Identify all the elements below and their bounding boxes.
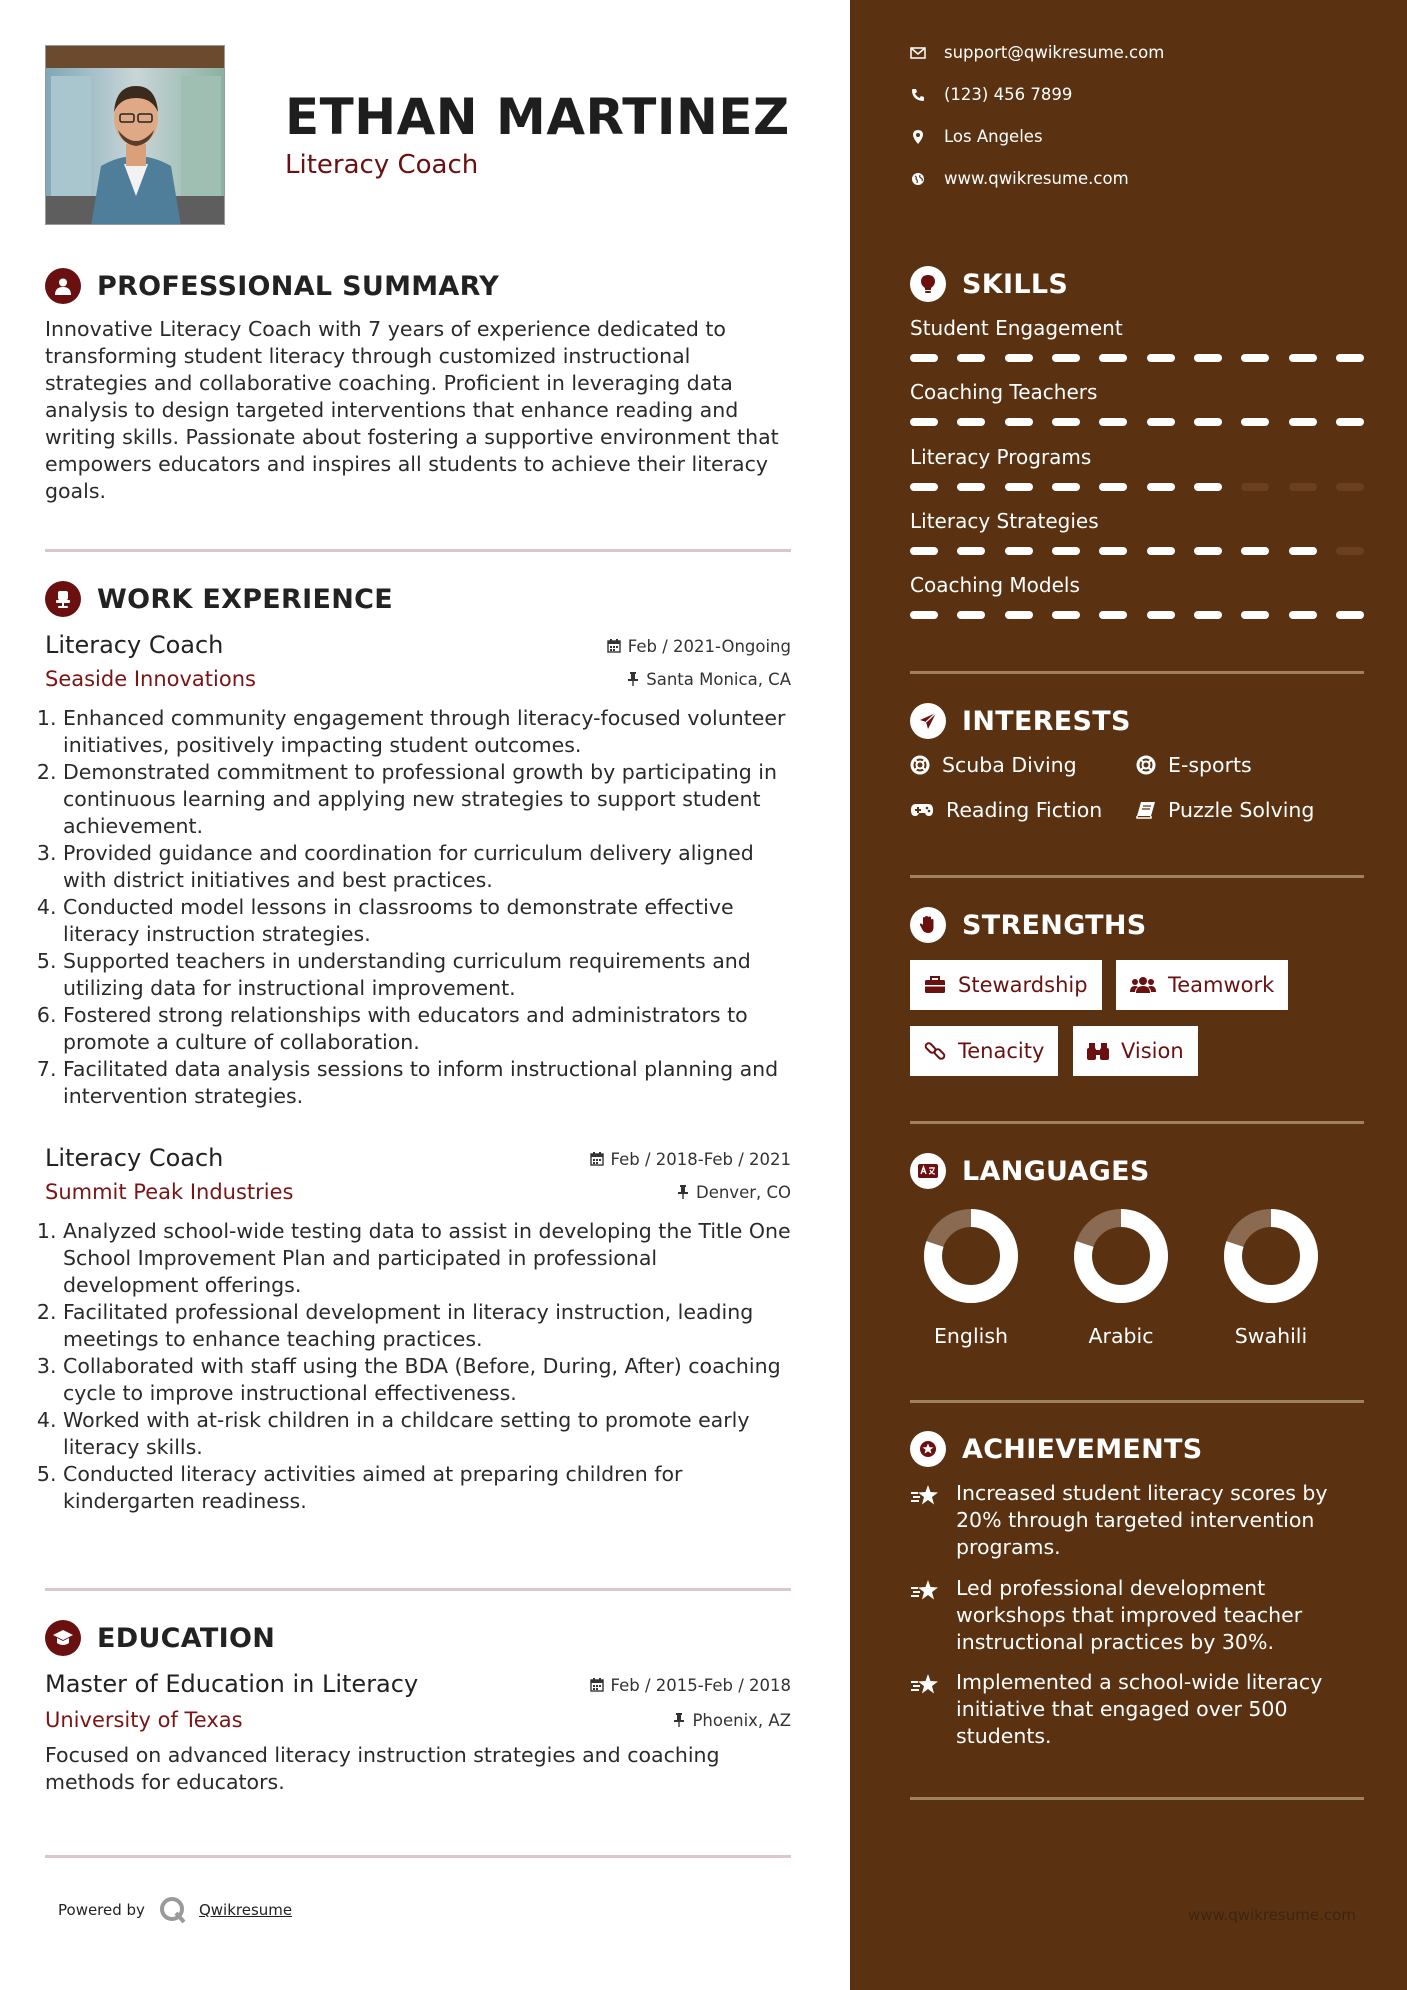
strength-label: Vision [1121, 1039, 1184, 1063]
pin-icon [677, 1185, 689, 1199]
lifebuoy-icon [1136, 755, 1156, 775]
contact-email [910, 43, 1164, 62]
users-icon [1130, 976, 1156, 994]
skill-dash [910, 483, 938, 491]
divider [910, 1797, 1364, 1800]
graduation-cap-icon [45, 1620, 81, 1656]
star-burst-icon [910, 1575, 956, 1656]
skill-dash [910, 354, 938, 362]
skill-dash [1147, 547, 1175, 555]
contact-web [910, 169, 1129, 188]
skill-dash [1099, 483, 1127, 491]
list-item: 3. Collaborated with staff using the BDA (Before, During, After) coaching cycle to improve instructional effectiveness. [63, 1353, 791, 1407]
book-icon [1136, 801, 1156, 819]
skill-dash [1052, 611, 1080, 619]
job-entry [45, 631, 791, 1110]
skill-dash [1099, 611, 1127, 619]
skill-dash [1194, 611, 1222, 619]
skill-item [910, 509, 1364, 555]
skill-dash [1289, 611, 1317, 619]
achievements-title: ACHIEVEMENTS [962, 1433, 1203, 1465]
job-title: Literacy Coach [45, 1144, 224, 1172]
divider [910, 671, 1364, 674]
skill-dash [1241, 483, 1269, 491]
skill-name: Student Engagement [910, 316, 1123, 340]
strength-label: Stewardship [958, 973, 1088, 997]
skill-dash [1289, 547, 1317, 555]
job-date-text: Feb / 2018-Feb / 2021 [610, 1149, 791, 1169]
phone-text: (123) 456 7899 [944, 85, 1073, 104]
map-marker-icon [910, 129, 926, 145]
skill-dash [1099, 547, 1127, 555]
link-icon [924, 1040, 946, 1062]
education-location-text: Phoenix, AZ [692, 1710, 791, 1730]
divider [910, 875, 1364, 878]
achievement-text: Increased student literacy scores by 20% through targeted intervention programs. [956, 1481, 1328, 1559]
skill-dash [957, 611, 985, 619]
skill-dash [1289, 418, 1317, 426]
language-name: English [933, 1324, 1009, 1348]
school-name: University of Texas [45, 1708, 243, 1732]
skill-dash [957, 547, 985, 555]
languages-title: LANGUAGES [962, 1155, 1150, 1187]
skill-rating [910, 418, 1364, 426]
skill-dash [957, 483, 985, 491]
list-item: 7. Facilitated data analysis sessions to inform instructional planning and intervention strategies. [63, 1056, 791, 1110]
language-icon [910, 1153, 946, 1189]
experience-title: WORK EXPERIENCE [97, 583, 393, 615]
skill-dash [1005, 418, 1033, 426]
lightbulb-icon [910, 266, 946, 302]
language-name: Arabic [1088, 1324, 1154, 1348]
language-donut [1071, 1206, 1171, 1306]
list-item: 1. Analyzed school-wide testing data to assist in developing the Title One School Improvement Plan and participated in professional development offerings. [63, 1218, 791, 1299]
list-item: 5. Conducted literacy activities aimed at preparing children for kindergarten readiness. [63, 1461, 791, 1515]
skill-dash [1336, 483, 1364, 491]
skill-item [910, 445, 1364, 491]
skill-dash [1005, 354, 1033, 362]
list-item: 4. Worked with at-risk children in a childcare setting to promote early literacy skills. [63, 1407, 791, 1461]
skill-dash [1336, 418, 1364, 426]
skill-rating [910, 354, 1364, 362]
job-bullets [45, 1218, 791, 1515]
skill-dash [1099, 418, 1127, 426]
skill-dash [910, 418, 938, 426]
education-section [45, 1618, 791, 1796]
skill-dash [1194, 418, 1222, 426]
interest-item [910, 753, 1077, 777]
skill-dash [1241, 547, 1269, 555]
language-item [1206, 1206, 1336, 1348]
contact-phone [910, 85, 1072, 104]
qwikresume-logo-icon [159, 1896, 187, 1924]
job-location [677, 1183, 791, 1202]
job-entry [45, 1144, 791, 1515]
skill-dash [1336, 547, 1364, 555]
interest-item [1136, 753, 1252, 777]
envelope-icon [910, 47, 926, 59]
education-date-text: Feb / 2015-Feb / 2018 [610, 1675, 791, 1695]
skill-item [910, 573, 1364, 619]
gamepad-icon [910, 802, 934, 818]
summary-text: Innovative Literacy Coach with 7 years of experience dedicated to transforming student literacy through customized instructional strategies and collaborative coaching. Proficient in leveraging data analysis to design targeted interventions that enhance reading and writing skills. Passionate about fostering a supportive environment that empowers educators and inspires all students to achieve their literacy goals. [45, 317, 779, 503]
binoculars-icon [1087, 1041, 1109, 1061]
job-location [627, 670, 791, 689]
divider [910, 1121, 1364, 1124]
job-location-text: Santa Monica, CA [646, 669, 791, 689]
job-date-text: Feb / 2021-Ongoing [627, 636, 791, 656]
skill-dash [1194, 547, 1222, 555]
calendar-icon [590, 1678, 604, 1692]
skill-dash [1241, 418, 1269, 426]
list-item: 5. Supported teachers in understanding curriculum requirements and utilizing data for instructional improvement. [63, 948, 791, 1002]
interests-title: INTERESTS [962, 705, 1131, 737]
skill-dash [1147, 354, 1175, 362]
education-location [673, 1711, 791, 1730]
strengths-header [910, 907, 1147, 943]
skill-dash [1147, 483, 1175, 491]
paper-plane-icon [910, 703, 946, 739]
language-name: Swahili [1234, 1324, 1308, 1348]
skill-dash [1194, 354, 1222, 362]
skill-dash [1005, 611, 1033, 619]
achievement-item [910, 1669, 1364, 1750]
interests-header [910, 703, 1131, 739]
job-location-text: Denver, CO [695, 1182, 791, 1202]
strength-label: Teamwork [1168, 973, 1275, 997]
list-item: 6. Fostered strong relationships with educators and administrators to promote a culture of collaboration. [63, 1002, 791, 1056]
skill-rating [910, 547, 1364, 555]
interest-label: Scuba Diving [942, 753, 1077, 777]
degree-title: Master of Education in Literacy [45, 1670, 419, 1698]
skill-dash [1052, 547, 1080, 555]
skill-dash [1289, 354, 1317, 362]
job-date [590, 1150, 791, 1169]
skill-dash [1052, 418, 1080, 426]
location-text: Los Angeles [944, 127, 1043, 146]
skill-item [910, 380, 1364, 426]
list-item: 3. Provided guidance and coordination for curriculum delivery aligned with district initiatives and best practices. [63, 840, 791, 894]
skill-dash [1005, 483, 1033, 491]
divider [45, 1855, 791, 1858]
skill-dash [1241, 611, 1269, 619]
languages-header [910, 1153, 1150, 1189]
profile-photo [45, 45, 225, 225]
skill-dash [1194, 483, 1222, 491]
email-text[interactable]: support@qwikresume.com [944, 43, 1165, 62]
summary-title: PROFESSIONAL SUMMARY [97, 270, 500, 302]
achievement-text: Led professional development workshops that improved teacher instructional practices by 30%. [956, 1576, 1303, 1654]
job-date [607, 637, 791, 656]
divider [910, 1400, 1364, 1403]
skill-dash [1147, 418, 1175, 426]
skill-dash [957, 354, 985, 362]
achievement-item [910, 1480, 1364, 1561]
lifebuoy-icon [910, 755, 930, 775]
skill-name: Literacy Strategies [910, 509, 1099, 533]
award-star-icon [910, 1431, 946, 1467]
skill-dash [1336, 611, 1364, 619]
qwikresume-link[interactable]: Qwikresume [198, 1901, 293, 1919]
globe-icon [910, 172, 926, 186]
language-item [1056, 1206, 1186, 1348]
skill-dash [1336, 354, 1364, 362]
star-burst-icon [910, 1669, 956, 1750]
list-item: 4. Conducted model lessons in classrooms to demonstrate effective literacy instruction strategies. [63, 894, 791, 948]
job-bullets [45, 705, 791, 1110]
pin-icon [627, 672, 639, 686]
skill-dash [1099, 354, 1127, 362]
web-text[interactable]: www.qwikresume.com [944, 169, 1129, 188]
user-icon [45, 268, 81, 304]
divider [45, 549, 791, 552]
skill-dash [957, 418, 985, 426]
skill-item [910, 316, 1364, 362]
office-chair-icon [45, 581, 81, 617]
briefcase-icon [924, 976, 946, 994]
achievement-item [910, 1575, 1364, 1656]
skill-name: Literacy Programs [910, 445, 1092, 469]
interest-item [1136, 798, 1314, 822]
education-title: EDUCATION [97, 1622, 276, 1654]
skill-dash [910, 547, 938, 555]
interest-item [910, 798, 1102, 822]
skill-dash [1005, 547, 1033, 555]
skills-title: SKILLS [962, 268, 1069, 300]
list-item: 1. Enhanced community engagement through literacy-focused volunteer initiatives, positively impacting student outcomes. [63, 705, 791, 759]
skills-header [910, 266, 1068, 302]
summary-section [45, 266, 791, 505]
skill-dash [1147, 611, 1175, 619]
job-company: Summit Peak Industries [45, 1180, 294, 1204]
education-date [590, 1676, 791, 1695]
job-title: Literacy Coach [45, 631, 224, 659]
achievements-header [910, 1431, 1203, 1467]
powered-by-label: Powered by [58, 1901, 145, 1919]
strength-chip [910, 1026, 1058, 1076]
list-item: 2. Facilitated professional development in literacy instruction, leading meetings to enhance teaching practices. [63, 1299, 791, 1353]
pin-icon [673, 1713, 685, 1727]
skill-name: Coaching Models [910, 573, 1080, 597]
interest-label: Reading Fiction [946, 798, 1103, 822]
footer [58, 1896, 292, 1924]
candidate-name: ETHAN MARTINEZ [285, 88, 790, 146]
contact-location [910, 127, 1043, 146]
skill-name: Coaching Teachers [910, 380, 1098, 404]
education-text: Focused on advanced literacy instruction strategies and coaching methods for educators. [45, 1743, 720, 1794]
language-donut [1221, 1206, 1321, 1306]
experience-section [45, 579, 791, 1110]
candidate-role: Literacy Coach [285, 150, 479, 180]
job-company: Seaside Innovations [45, 667, 256, 691]
hand-icon [910, 907, 946, 943]
skill-dash [1052, 483, 1080, 491]
list-item: 2. Demonstrated commitment to professional growth by participating in continuous learning and applying new strategies to support student achievement. [63, 759, 791, 840]
skill-dash [910, 611, 938, 619]
achievement-text: Implemented a school-wide literacy initiative that engaged over 500 students. [956, 1670, 1323, 1748]
star-burst-icon [910, 1480, 956, 1561]
strength-chip [1116, 960, 1288, 1010]
phone-icon [910, 88, 926, 102]
divider [45, 1588, 791, 1591]
skill-dash [1052, 354, 1080, 362]
strength-label: Tenacity [958, 1039, 1045, 1063]
calendar-icon [590, 1152, 604, 1166]
language-item [906, 1206, 1036, 1348]
skill-dash [1289, 483, 1317, 491]
interest-label: Puzzle Solving [1168, 798, 1315, 822]
strength-chip [1073, 1026, 1198, 1076]
calendar-icon [607, 639, 621, 653]
strength-chip [910, 960, 1102, 1010]
language-donut [921, 1206, 1021, 1306]
footer-site: www.qwikresume.com [1188, 1906, 1356, 1924]
skill-rating [910, 483, 1364, 491]
interest-label: E-sports [1168, 753, 1252, 777]
skill-rating [910, 611, 1364, 619]
strengths-title: STRENGTHS [962, 909, 1147, 941]
skill-dash [1241, 354, 1269, 362]
